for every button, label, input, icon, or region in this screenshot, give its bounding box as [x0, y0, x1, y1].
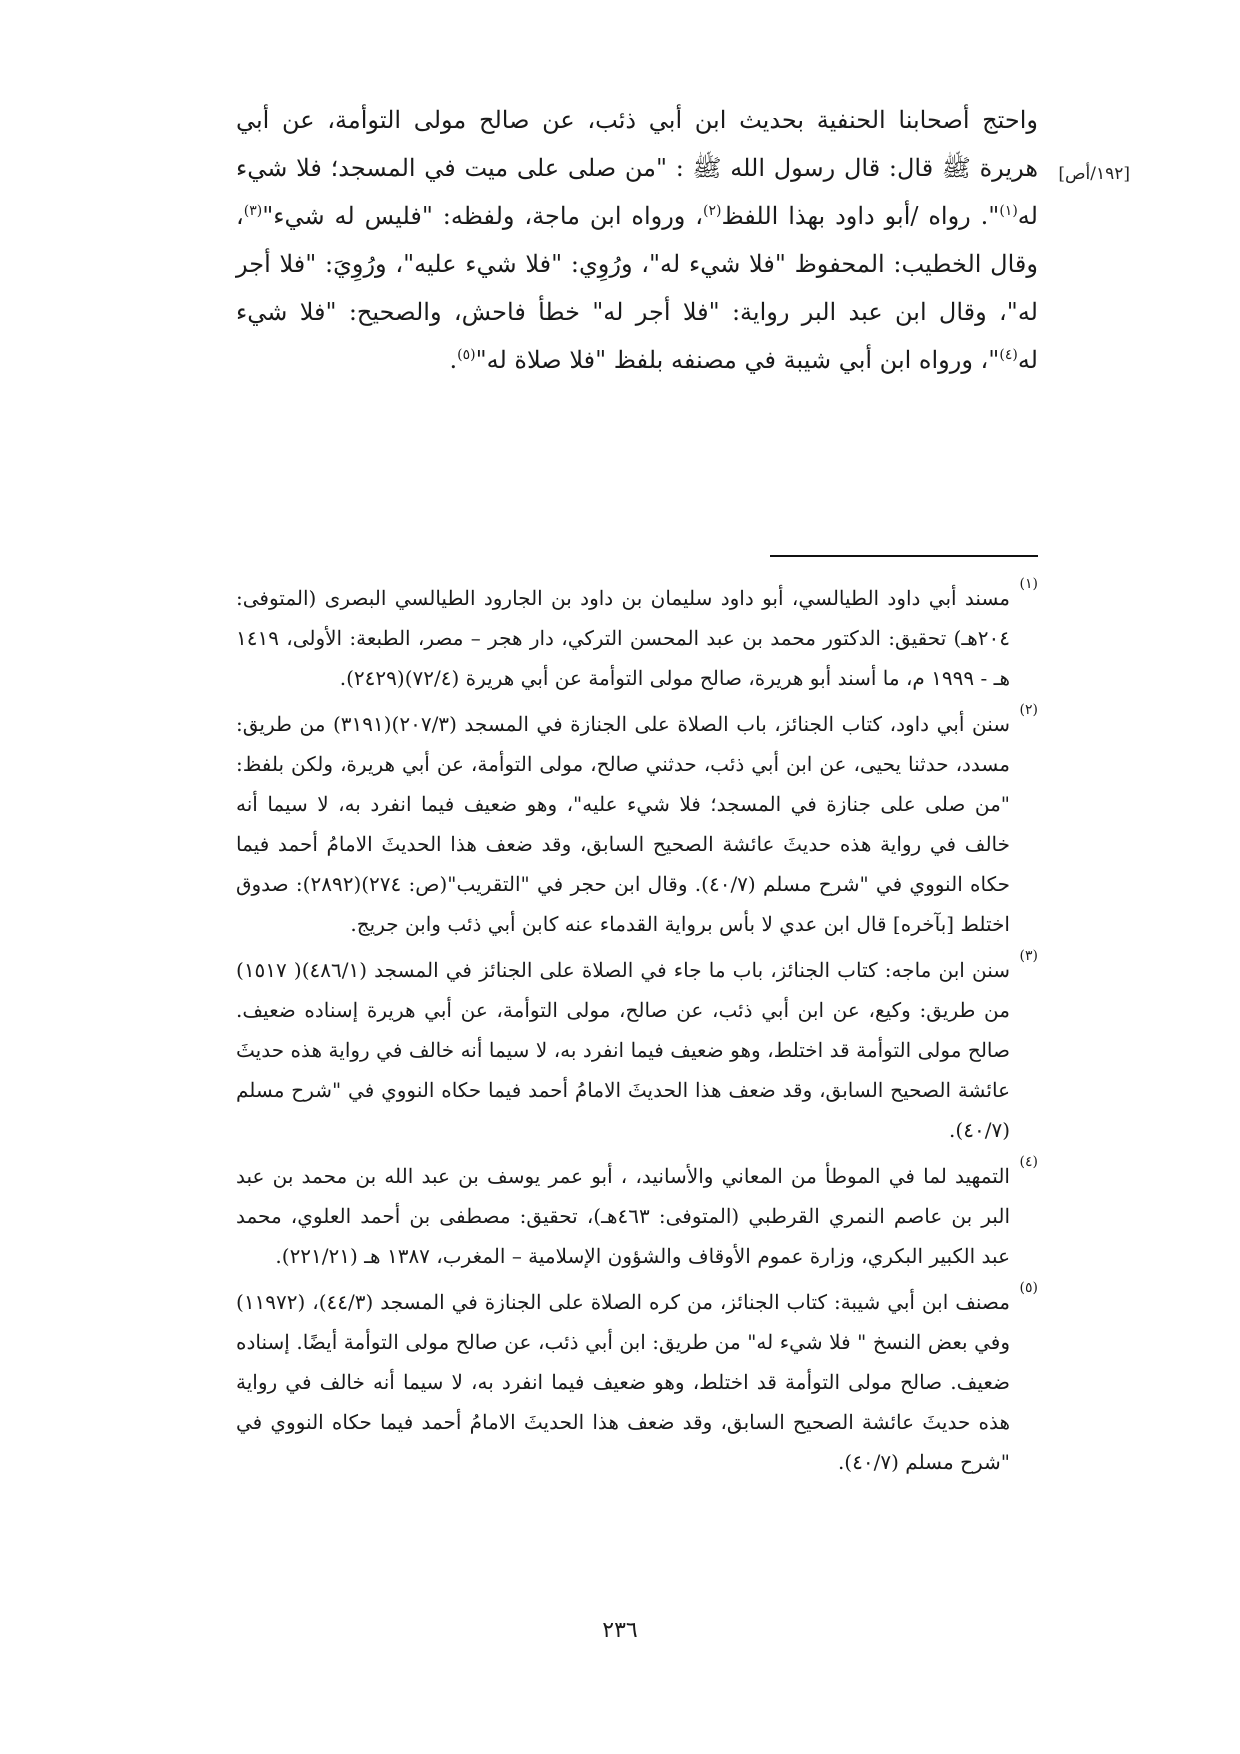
footnotes-section — [236, 578, 1038, 1488]
footnote-text: مسند أبي داود الطيالسي، أبو داود سليمان بن داود بن الجارود الطيالسي البصرى (المتوفى: ٢٠٤هـ) تحقيق: الدكتور محمد بن عبد المحسن التركي، دار هجر – مصر، الطبعة: الأولى، ١٤١٩ هـ - ١٩٩٩ م، ما أسند أبو هريرة، صالح مولى التوأمة عن أبي هريرة (٧٢/٤)(٢٤٢٩). — [236, 586, 1010, 690]
footnote-number: (١) — [1019, 576, 1038, 592]
text-segment: "، ورواه ابن أبي شيبة في مصنفه بلفظ "فلا صلاة له" — [475, 346, 1000, 374]
text-segment: ، وقال الخطيب: المحفوظ "فلا شيء له"، ورُوِي: "فلا شيء عليه"، ورُوِيَ: "فلا أجر له"، وقال ابن عبد البر رواية: "فلا أجر له" خطأ فاحش، والصحيح: "فلا شيء له — [236, 202, 1038, 374]
text-segment: ، ورواه ابن ماجة، ولفظه: "فليس له شيء" — [262, 202, 704, 230]
footnote-5 — [236, 1282, 1038, 1482]
text-segment: . — [449, 346, 458, 374]
footnote-text: سنن ابن ماجه: كتاب الجنائز، باب ما جاء في الصلاة على الجنائز في المسجد (٤٨٦/١)( ١٥١٧) من طريق: وكيع، عن ابن أبي ذئب، عن صالح، مولى التوأمة، عن أبي هريرة إسناده ضعيف. صالح مولى التوأمة قد اختلط، وهو ضعيف فيما انفرد به، لا سيما أنه خالف في رواية هذه حديثَ عائشة الصحيح السابق، وقد ضعف هذا الحديثَ الامامُ أحمد فيما حكاه النووي في "شرح مسلم (٤٠/٧). — [236, 958, 1010, 1142]
footnote-2 — [236, 704, 1038, 944]
main-paragraph — [236, 96, 1038, 384]
footnote-4 — [236, 1156, 1038, 1276]
footnote-number: (٣) — [1019, 948, 1038, 964]
footnote-text: سنن أبي داود، كتاب الجنائز، باب الصلاة على الجنازة في المسجد (٢٠٧/٣)(٣١٩١) من طريق: مسدد، حدثنا يحيى، عن ابن أبي ذئب، حدثني صالح، مولى التوأمة، عن أبي هريرة، ولكن بلفظ: "من صلى على جنازة في المسجد؛ فلا شيء عليه"، وهو ضعيف فيما انفرد به، لا سيما أنه خالف في رواية هذه حديثَ عائشة الصحيح السابق، وقد ضعف هذا الحديثَ الامامُ أحمد فيما حكاه النووي في "شرح مسلم (٤٠/٧). وقال ابن حجر في "التقريب"(ص: ٢٧٤)(٢٨٩٢): صدوق اختلط [بآخره] قال ابن عدي لا بأس برواية القدماء عنه كابن أبي ذئب وابن جريج. — [236, 712, 1010, 936]
footnote-text: التمهيد لما في الموطأ من المعاني والأسانيد، ، أبو عمر يوسف بن عبد الله بن محمد بن عبد البر بن عاصم النمري القرطبي (المتوفى: ٤٦٣هـ)، تحقيق: مصطفى بن أحمد العلوي، محمد عبد الكبير البكري، وزارة عموم الأوقاف والشؤون الإسلامية – المغرب، ١٣٨٧ هـ (٢٢١/٢١). — [236, 1164, 1010, 1268]
main-body-text — [236, 96, 1038, 384]
footnote-ref-5[interactable]: (٥) — [457, 347, 476, 363]
footnote-text: مصنف ابن أبي شيبة: كتاب الجنائز، من كره الصلاة على الجنازة في المسجد (٤٤/٣)، (١١٩٧٢) وفي بعض النسخ " فلا شيء له" من طريق: ابن أبي ذئب، عن صالح مولى التوأمة أيضًا. إسناده ضعيف. صالح مولى التوأمة قد اختلط، وهو ضعيف فيما انفرد به، لا سيما أنه خالف في رواية هذه حديثَ عائشة الصحيح السابق، وقد ضعف هذا الحديثَ الامامُ أحمد فيما حكاه النووي في "شرح مسلم (٤٠/٧). — [236, 1290, 1010, 1474]
footnote-number: (٢) — [1019, 702, 1038, 718]
footnote-ref-2[interactable]: (٢) — [703, 203, 722, 219]
footnote-ref-4[interactable]: (٤) — [999, 347, 1018, 363]
text-segment: واحتج أصحابنا الحنفية بحديث ابن أبي ذئب، عن صالح مولى التوأمة، عن أبي هريرة ﷺ قال: قال رسول الله ﷺ : "من صلى على ميت في المسجد؛ فلا شيء له — [236, 106, 1038, 230]
footnote-1 — [236, 578, 1038, 698]
footnote-number: (٥) — [1019, 1280, 1038, 1296]
footnote-number: (٤) — [1019, 1154, 1038, 1170]
footnote-ref-3[interactable]: (٣) — [243, 203, 263, 219]
manuscript-folio-note: [١٩٢/أص] — [1058, 164, 1130, 184]
footnote-separator — [770, 555, 1038, 557]
page-number: ٢٣٦ — [602, 1618, 638, 1643]
text-segment: ". رواه /أبو داود بهذا اللفظ — [721, 202, 1000, 230]
footnote-3 — [236, 950, 1038, 1150]
footnote-ref-1[interactable]: (١) — [999, 203, 1018, 219]
